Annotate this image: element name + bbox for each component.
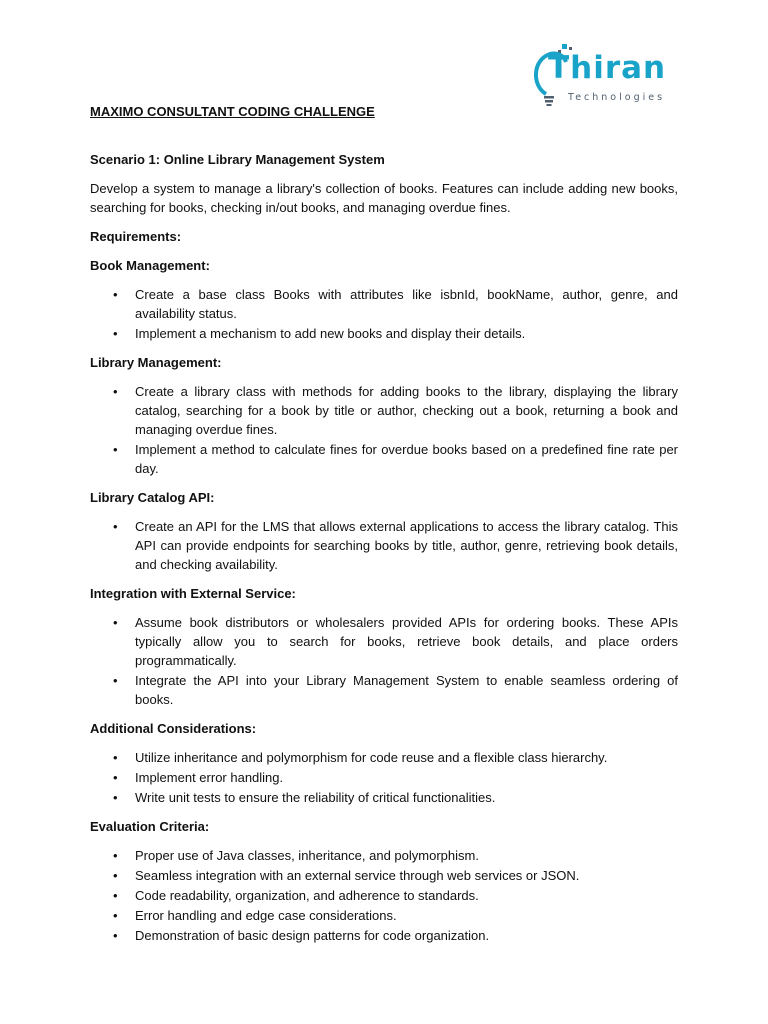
section-heading: Additional Considerations: (90, 721, 257, 736)
bullet-list (90, 285, 678, 343)
list-item: • Write unit tests to ensure the reliability of critical functionalities. (135, 788, 678, 807)
list-item: • Code readability, organization, and adherence to standards. (135, 886, 678, 905)
logo-tagline: Technologies (568, 92, 666, 103)
list-item: • Create a base class Books with attributes like isbnId, bookName, author, genre, and availability status. (135, 285, 678, 323)
document-title: MAXIMO CONSULTANT CODING CHALLENGE (90, 104, 375, 119)
list-item: • Assume book distributors or wholesalers provided APIs for ordering books. These APIs typically allow you to search for books, retrieve book details, and place orders programmatically. (135, 613, 678, 670)
list-item: • Utilize inheritance and polymorphism for code reuse and a flexible class hierarchy. (135, 748, 678, 767)
section-heading: Book Management: (90, 258, 210, 273)
bullet-list (90, 846, 678, 945)
bullet-list (90, 382, 678, 478)
list-item: • Implement a method to calculate fines for overdue books based on a predefined fine rate per day. (135, 440, 678, 478)
document-body (90, 150, 678, 955)
scenario-title: Scenario 1: Online Library Management System (90, 152, 385, 167)
section-heading: Evaluation Criteria: (90, 819, 210, 834)
list-item: • Create an API for the LMS that allows external applications to access the library catalog. This API can provide endpoints for searching books by title, author, genre, retrieving book details, and checking availability. (135, 517, 678, 574)
section-heading: Library Management: (90, 355, 222, 370)
logo-wordmark: Thiran (548, 50, 667, 86)
requirements-heading: Requirements: (90, 229, 182, 244)
list-item: • Implement a mechanism to add new books and display their details. (135, 324, 678, 343)
section-heading: Library Catalog API: (90, 490, 215, 505)
bullet-list (90, 613, 678, 709)
company-logo (528, 42, 688, 112)
list-item: • Proper use of Java classes, inheritance, and polymorphism. (135, 846, 678, 865)
list-item: • Implement error handling. (135, 768, 678, 787)
bullet-list (90, 517, 678, 574)
list-item: • Create a library class with methods for adding books to the library, displaying the library catalog, searching for a book by title or author, checking out a book, returning a book and managing overdue fines. (135, 382, 678, 439)
bullet-list (90, 748, 678, 807)
section-heading: Integration with External Service: (90, 586, 296, 601)
scenario-description: Develop a system to manage a library's collection of books. Features can include adding new books, searching for books, checking in/out books, and managing overdue fines. (90, 181, 678, 215)
list-item: • Seamless integration with an external service through web services or JSON. (135, 866, 678, 885)
list-item: • Integrate the API into your Library Management System to enable seamless ordering of books. (135, 671, 678, 709)
list-item: • Error handling and edge case considerations. (135, 906, 678, 925)
list-item: • Demonstration of basic design patterns for code organization. (135, 926, 678, 945)
